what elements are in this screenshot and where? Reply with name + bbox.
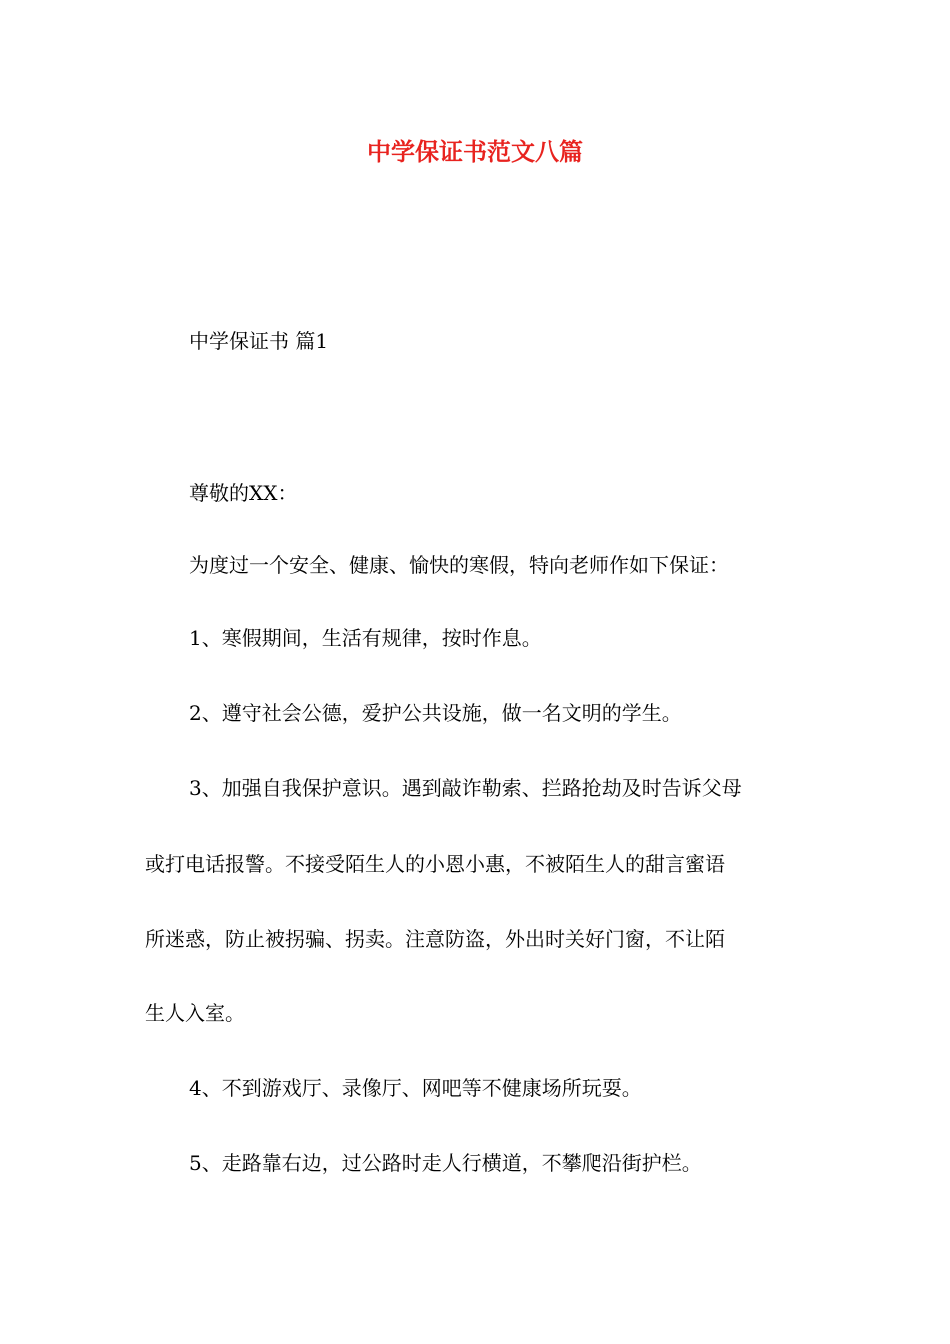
salutation: 尊敬的XX：: [189, 481, 298, 505]
document-title: 中学保证书范文八篇: [367, 137, 583, 166]
section-heading: 中学保证书 篇1: [189, 329, 329, 353]
list-item-2: 2、遵守社会公德，爱护公共设施，做一名文明的学生。: [189, 701, 682, 725]
list-item-4: 4、不到游戏厅、录像厅、网吧等不健康场所玩耍。: [189, 1076, 642, 1100]
list-item-3-line-4: 生人入室。: [145, 1001, 245, 1025]
intro-paragraph: 为度过一个安全、健康、愉快的寒假，特向老师作如下保证：: [189, 553, 729, 577]
list-item-5: 5、走路靠右边，过公路时走人行横道，不攀爬沿街护栏。: [189, 1151, 702, 1175]
list-item-3-line-1: 3、加强自我保护意识。遇到敲诈勒索、拦路抢劫及时告诉父母: [189, 776, 742, 800]
list-item-1: 1、寒假期间，生活有规律，按时作息。: [189, 626, 542, 650]
list-item-3-line-3: 所迷惑，防止被拐骗、拐卖。注意防盗，外出时关好门窗，不让陌: [145, 927, 725, 951]
list-item-3-line-2: 或打电话报警。不接受陌生人的小恩小惠，不被陌生人的甜言蜜语: [145, 852, 725, 876]
